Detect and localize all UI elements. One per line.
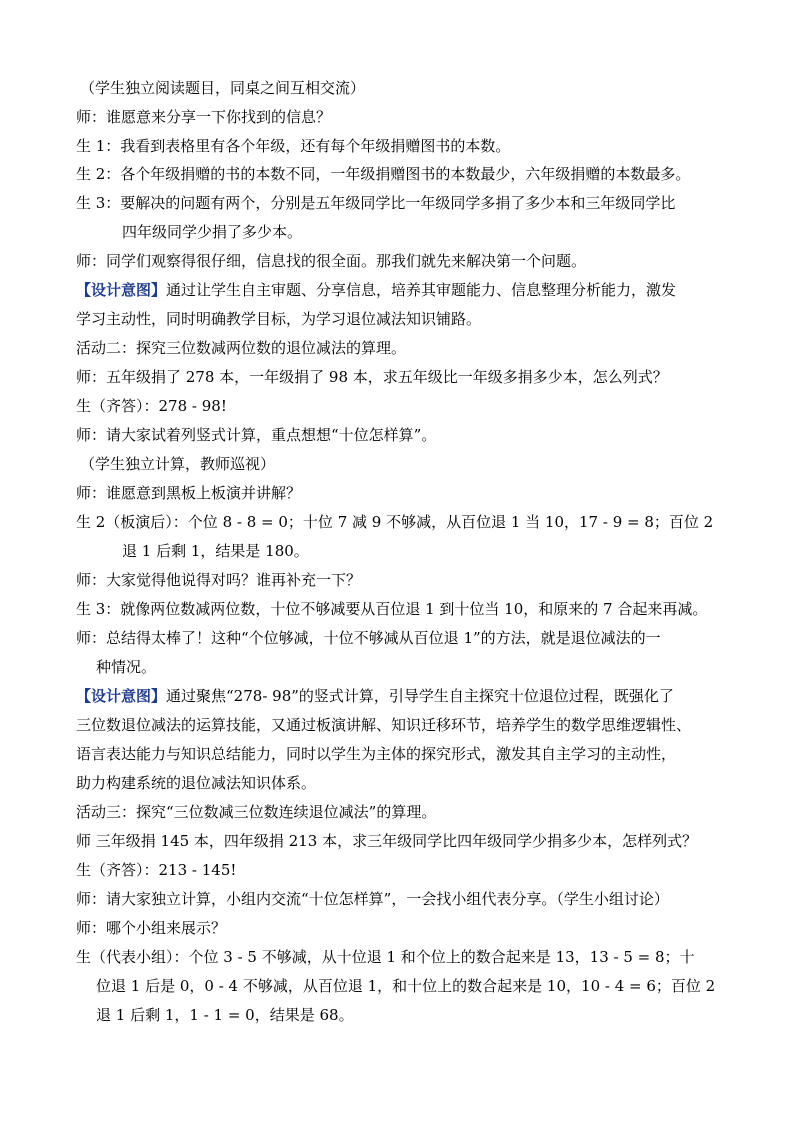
design-intent-tag: 【设计意图】 (76, 687, 167, 705)
text-line: 生 2（板演后）：个位 8 - 8 = 0；十位 7 减 9 不够减，从百位退 1 当 10，17 - 9 = 8；百位 2 (76, 513, 714, 531)
text-line: 语言表达能力与知识总结能力，同时以学生为主体的探究形式，激发其自主学习的主动性， (76, 745, 677, 763)
text-line: 种情况。 (96, 658, 157, 676)
text-line: 学习主动性，同时明确教学目标，为学习退位减法知识铺路。 (76, 310, 482, 328)
text-line: 生 3：要解决的问题有两个，分别是五年级同学比一年级同学多捐了多少本和三年级同学比 (76, 194, 676, 212)
section-heading: 活动三：探究“三位数减三位数连续退位减法”的算理。 (76, 803, 437, 821)
text-line: 退 1 后剩 1，1 - 1 = 0，结果是 68。 (96, 1006, 354, 1024)
section-heading: 活动二：探究三位数减两位数的退位减法的算理。 (76, 339, 407, 357)
text-line: 师：大家觉得他说得对吗？谁再补充一下？ (76, 571, 362, 589)
text-line: 师：哪个小组来展示？ (76, 919, 227, 937)
text-line: 生 2：各个年级捐赠的书的本数不同，一年级捐赠图书的本数最少，六年级捐赠的本数最多。 (76, 165, 691, 183)
text-line: （学生独立阅读题目，同桌之间互相交流） (80, 79, 366, 97)
text-line: 师：谁愿意来分享一下你找到的信息？ (76, 108, 332, 126)
text-line: 通过让学生自主审题、分享信息，培养其审题能力、信息整理分析能力，激发 (166, 281, 677, 299)
text-line: 四年级同学少捐了多少本。 (122, 223, 303, 241)
text-line: 师：总结得太棒了！这种“个位够减，十位不够减从百位退 1”的方法，就是退位减法的一 (76, 629, 661, 647)
text-line: （学生独立计算，教师巡视） (80, 455, 276, 473)
text-line: 生 1：我看到表格里有各个年级，还有每个年级捐赠图书的本数。 (76, 137, 511, 155)
text-line: 生（齐答）：213 - 145! (76, 861, 237, 879)
design-intent-line (76, 682, 756, 710)
text-line: 助力构建系统的退位减法知识体系。 (76, 774, 317, 792)
text-line: 生（代表小组）：个位 3 - 5 不够减，从十位退 1 和个位上的数合起来是 13，13 - 5 = 8；十 (76, 948, 695, 966)
text-line: 师：同学们观察得很仔细，信息找的很全面。那我们就先来解决第一个问题。 (76, 252, 587, 270)
text-line: 生 3：就像两位数减两位数，十位不够减要从百位退 1 到十位当 10，和原来的 7 合起来再减。 (76, 600, 708, 618)
design-intent-line (76, 276, 756, 304)
text-line: 师：请大家试着列竖式计算，重点想想“十位怎样算”。 (76, 426, 437, 444)
text-line: 师：谁愿意到黑板上板演并讲解？ (76, 484, 302, 502)
text-line: 师：五年级捐了 278 本，一年级捐了 98 本，求五年级比一年级多捐多少本，怎么列式？ (76, 368, 668, 386)
text-line: 三位数退位减法的运算技能，又通过板演讲解、知识迁移环节，培养学生的数学思维逻辑性、 (76, 716, 692, 734)
text-line: 位退 1 后是 0，0 - 4 不够减，从百位退 1，和十位上的数合起来是 10，10 - 4 = 6；百位 2 (96, 977, 716, 995)
text-line: 生（齐答）：278 - 98! (76, 397, 227, 415)
text-line: 师 三年级捐 145 本，四年级捐 213 本，求三年级同学比四年级同学少捐多少本，怎样列式？ (76, 832, 698, 850)
design-intent-tag: 【设计意图】 (76, 281, 167, 299)
text-line: 通过聚焦“278- 98”的竖式计算，引导学生自主探究十位退位过程，既强化了 (166, 687, 674, 705)
text-line: 退 1 后剩 1，结果是 180。 (122, 542, 309, 560)
text-line: 师：请大家独立计算，小组内交流“十位怎样算”，一会找小组代表分享。（学生小组讨论） (76, 890, 669, 908)
